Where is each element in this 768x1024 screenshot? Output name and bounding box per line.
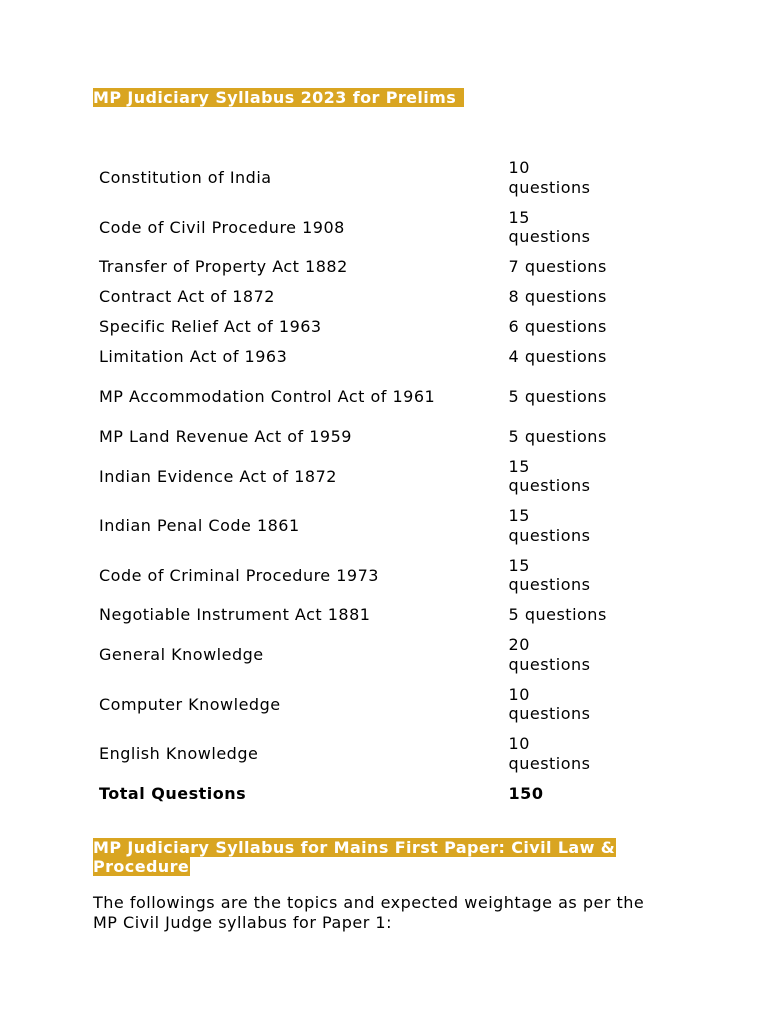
table-row — [93, 282, 613, 312]
table-row — [93, 551, 613, 601]
table-row — [93, 680, 613, 730]
question-count-cell: 15 questions — [508, 506, 591, 545]
question-count-cell: 10 questions — [508, 684, 591, 724]
table-row — [93, 342, 613, 372]
prelims-heading-text: MP Judiciary Syllabus 2023 for Prelims — [93, 88, 464, 107]
question-count-cell: 20 questions — [508, 635, 591, 674]
table-row — [93, 729, 613, 779]
subject-cell: General Knowledge — [99, 645, 264, 664]
subject-cell: Indian Evidence Act of 1872 — [99, 466, 337, 486]
question-count-cell: 6 questions — [508, 317, 607, 337]
prelims-heading — [93, 88, 533, 107]
table-row — [93, 153, 613, 203]
table-row — [93, 312, 613, 342]
mains-heading-text: MP Judiciary Syllabus for Mains First Paper: Civil Law & Procedure — [93, 838, 616, 876]
subject-cell: Contract Act of 1872 — [99, 287, 275, 307]
subject-cell: Negotiable Instrument Act 1881 — [99, 605, 371, 625]
table-row — [93, 252, 613, 282]
question-count-cell: 15 questions — [508, 555, 591, 595]
subject-cell: Indian Penal Code 1861 — [99, 516, 300, 535]
prelims-syllabus-table — [93, 153, 613, 809]
question-count-cell: 5 questions — [508, 387, 607, 406]
total-value: 150 — [508, 783, 544, 803]
table-row — [93, 501, 613, 551]
subject-cell: English Knowledge — [99, 744, 259, 763]
table-row — [93, 630, 613, 680]
table-row — [93, 452, 613, 502]
mains-intro-paragraph: The followings are the topics and expected weightage as per the MP Civil Judge syllabus for Paper 1: — [93, 893, 645, 932]
total-row — [93, 779, 613, 809]
question-count-cell: 15 questions — [508, 207, 591, 247]
question-count-cell: 5 questions — [508, 426, 607, 446]
question-count-cell: 5 questions — [508, 605, 607, 625]
subject-cell: Code of Civil Procedure 1908 — [99, 217, 345, 237]
question-count-cell: 10 questions — [508, 734, 591, 773]
question-count-cell: 8 questions — [508, 287, 607, 307]
table-row — [93, 372, 613, 422]
question-count-cell: 10 questions — [508, 158, 591, 197]
subject-cell: Code of Criminal Procedure 1973 — [99, 565, 379, 585]
table-row — [93, 422, 613, 452]
subject-cell: Specific Relief Act of 1963 — [99, 317, 322, 337]
table-row — [93, 600, 613, 630]
subject-cell: MP Land Revenue Act of 1959 — [99, 426, 352, 446]
subject-cell: Transfer of Property Act 1882 — [99, 257, 348, 277]
mains-heading — [93, 838, 668, 876]
question-count-cell: 15 questions — [508, 456, 591, 496]
subject-cell: Computer Knowledge — [99, 694, 281, 714]
subject-cell: Limitation Act of 1963 — [99, 347, 288, 367]
table-row — [93, 203, 613, 253]
question-count-cell: 4 questions — [508, 347, 607, 367]
question-count-cell: 7 questions — [508, 257, 607, 277]
subject-cell: MP Accommodation Control Act of 1961 — [99, 387, 436, 406]
total-label: Total Questions — [99, 783, 247, 803]
subject-cell: Constitution of India — [99, 168, 272, 187]
